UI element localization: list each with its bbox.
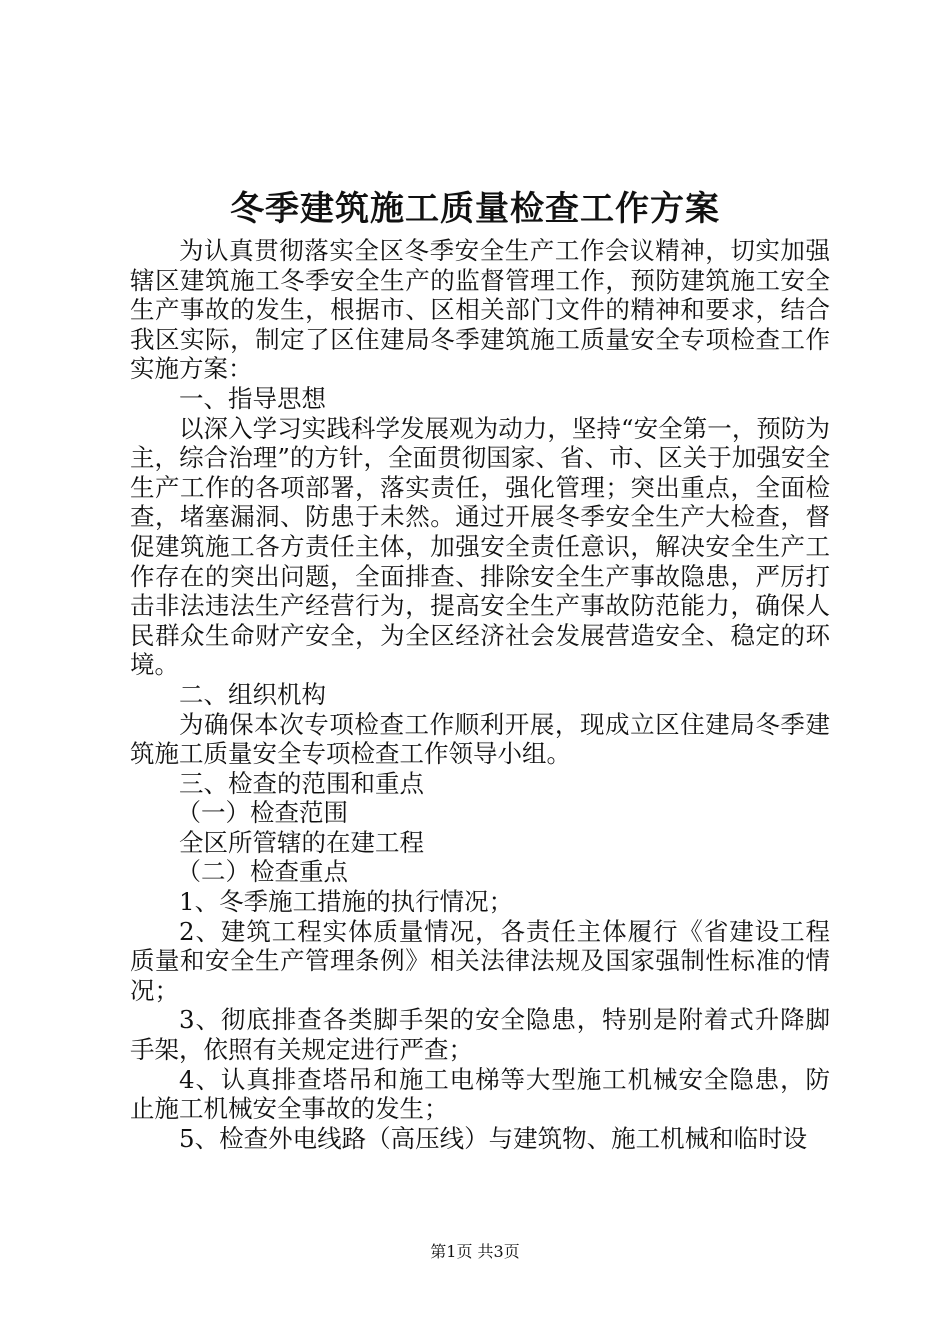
- paragraph-intro: 为认真贯彻落实全区冬季安全生产工作会议精神，切实加强辖区建筑施工冬季安全生产的监督管理工作，预防建筑施工安全生产事故的发生，根据市、区相关部门文件的精神和要求，结合我区实际，制定了区住建局冬季建筑施工质量安全专项检查工作实施方案：: [130, 236, 830, 384]
- section-heading-scope: 三、检查的范围和重点: [179, 768, 424, 798]
- list-item: 5、检查外电线路（高压线）与建筑物、施工机械和临时设: [179, 1123, 808, 1153]
- subheading-scope: （一）检查范围: [176, 798, 349, 828]
- document-body: [130, 236, 830, 1153]
- section-heading-guiding-thought: 一、指导思想: [179, 383, 326, 413]
- page-footer: 第1页 共3页: [430, 1242, 520, 1261]
- paragraph-scope: 全区所管辖的在建工程: [179, 827, 424, 857]
- paragraph-guiding-thought: 以深入学习实践科学发展观为动力，坚持“安全第一，预防为主，综合治理”的方针，全面贯彻国家、省、市、区关于加强安全生产工作的各项部署，落实责任，强化管理；突出重点，全面检查，堵塞漏洞、防患于未然。通过开展冬季安全生产大检查，督促建筑施工各方责任主体，加强安全责任意识，解决安全生产工作存在的突出问题，全面排查、排除安全生产事故隐患，严厉打击非法违法生产经营行为，提高安全生产事故防范能力，确保人民群众生命财产安全，为全区经济社会发展营造安全、稳定的环境。: [130, 413, 830, 680]
- section-heading-organization: 二、组织机构: [179, 679, 326, 709]
- list-item: 1、冬季施工措施的执行情况；: [179, 887, 514, 917]
- list-item: 2、建筑工程实体质量情况，各责任主体履行《省建设工程质量和安全生产管理条例》相关法律法规及国家强制性标准的情况；: [130, 916, 830, 1005]
- list-item: 3、彻底排查各类脚手架的安全隐患，特别是附着式升降脚手架，依照有关规定进行严查；: [130, 1005, 830, 1065]
- subheading-key-points: （二）检查重点: [176, 857, 349, 887]
- paragraph-organization: 为确保本次专项检查工作顺利开展，现成立区住建局冬季建筑施工质量安全专项检查工作领导小组。: [130, 709, 830, 769]
- page-title: 冬季建筑施工质量检查工作方案: [230, 189, 720, 229]
- list-item: 4、认真排查塔吊和施工电梯等大型施工机械安全隐患，防止施工机械安全事故的发生；: [130, 1064, 830, 1124]
